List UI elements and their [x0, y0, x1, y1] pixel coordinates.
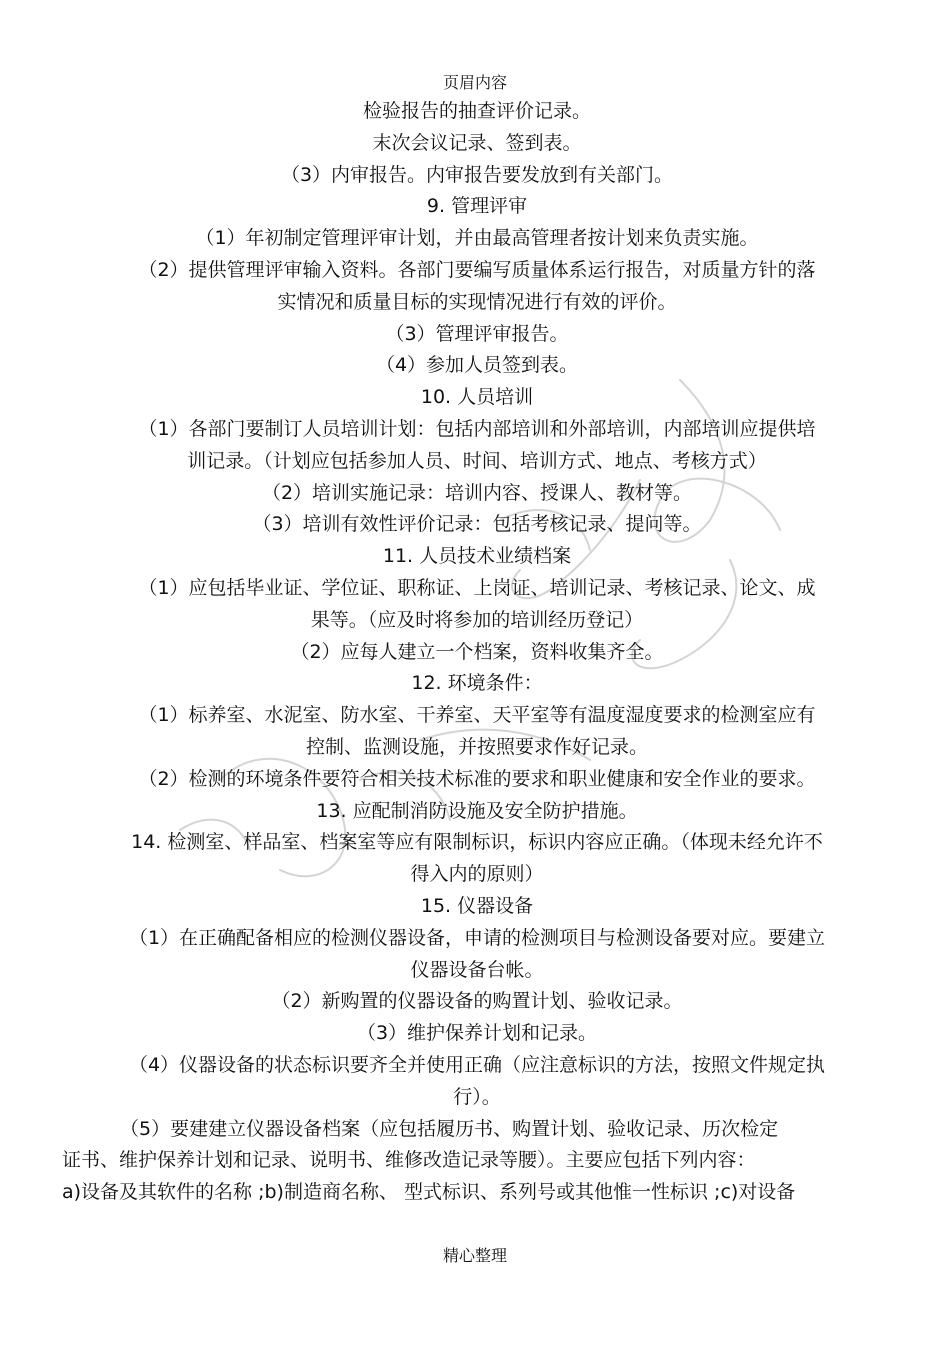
text-line: （1）各部门要制订人员培训计划：包括内部培训和外部培训，内部培训应提供培 — [138, 417, 816, 440]
text-line: （2）检测的环境条件要符合相关技术标准的要求和职业健康和安全作业的要求。 — [138, 767, 816, 790]
text-line: （2）提供管理评审输入资料。各部门要编写质量体系运行报告，对质量方针的落 — [138, 258, 816, 281]
text-line: （5）要建建立仪器设备档案（应包括履历书、购置计划、验收记录、历次检定 — [120, 1117, 779, 1140]
text-line: 训记录。（计划应包括参加人员、时间、培训方式、地点、考核方式） — [187, 449, 767, 472]
page-footer: 精心整理 — [442, 1246, 507, 1265]
text-line: （2）新购置的仪器设备的购置计划、验收记录。 — [271, 990, 683, 1013]
text-line: 15. 仪器设备 — [420, 894, 534, 917]
text-line: 行）。 — [453, 1085, 501, 1108]
text-line: （4）参加人员签到表。 — [375, 354, 579, 377]
text-line: 14. 检测室、样品室、档案室等应有限制标识，标识内容应正确。（体现未经允许不 — [131, 831, 823, 854]
text-line: 证书、维护保养计划和记录、说明书、维修改造记录等腰）。主要应包括下列内容： — [62, 1149, 756, 1172]
text-line: （3）培训有效性评价记录：包括考核记录、提问等。 — [252, 513, 702, 536]
text-line: 9. 管理评审 — [426, 195, 528, 218]
text-line: （3）内审报告。内审报告要发放到有关部门。 — [280, 163, 674, 186]
text-line: 控制、监测设施，并按照要求作好记录。 — [305, 735, 648, 758]
text-line: 检验报告的抽查评价记录。 — [362, 100, 591, 122]
text-line: （4）仪器设备的状态标识要齐全并使用正确（应注意标识的方法，按照文件规定执 — [128, 1053, 826, 1076]
text-line: 11. 人员技术业绩档案 — [382, 545, 572, 568]
text-line: （2）培训实施记录：培训内容、授课人、教材等。 — [261, 481, 693, 504]
text-line: （1）应包括毕业证、学位证、职称证、上岗证、培训记录、考核记录、论文、成 — [138, 576, 816, 599]
document-body — [62, 96, 892, 1209]
text-line: （2）应每人建立一个档案，资料收集齐全。 — [290, 640, 664, 663]
page-header: 页眉内容 — [442, 73, 507, 92]
text-line: 13. 应配制消防设施及安全防护措施。 — [316, 799, 638, 822]
text-line: 实情况和质量目标的实现情况进行有效的评价。 — [277, 290, 677, 313]
text-line: 12. 环境条件： — [411, 672, 543, 695]
text-line: 10. 人员培训 — [420, 386, 534, 409]
text-line: （1）年初制定管理评审计划，并由最高管理者按计划来负责实施。 — [195, 227, 759, 250]
text-line: （3）管理评审报告。 — [385, 322, 569, 345]
text-line: （3）维护保养计划和记录。 — [356, 1022, 598, 1045]
text-line: （1）在正确配备相应的检测仪器设备，申请的检测项目与检测设备要对应。要建立 — [128, 926, 826, 949]
text-line: 仪器设备台帐。 — [410, 958, 544, 981]
text-line: 末次会议记录、签到表。 — [372, 131, 582, 154]
text-line: 得入内的原则） — [410, 863, 544, 886]
text-line: （1）标养室、水泥室、防水室、干养室、天平室等有温度湿度要求的检测室应有 — [138, 704, 816, 727]
text-line: a)设备及其软件的名称 ;b)制造商名称、 型式标识、系列号或其他惟一性标识 ;c)对设备 — [62, 1181, 796, 1204]
text-line: 果等。（应及时将参加的培训经历登记） — [310, 608, 644, 631]
